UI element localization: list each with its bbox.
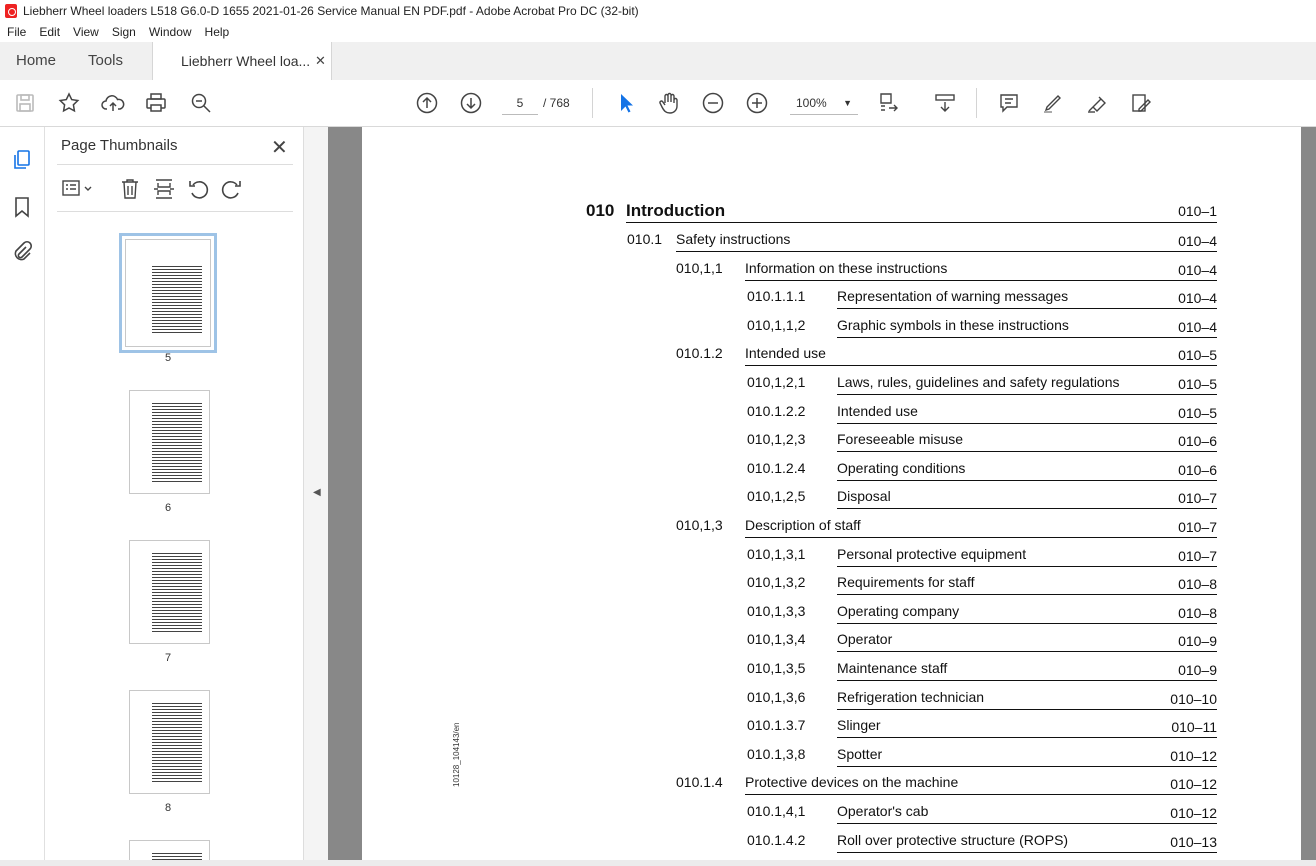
toc-underline (837, 623, 1217, 624)
toc-page-number: 010–8 (1178, 604, 1217, 621)
toc-underline (837, 766, 1217, 767)
horizontal-scrollbar[interactable] (0, 860, 1316, 866)
toc-underline (745, 280, 1217, 281)
edit-pdf-icon[interactable] (1128, 90, 1154, 116)
toc-section-title: Description of staff (745, 517, 861, 533)
zoom-level-select[interactable] (790, 92, 858, 115)
next-page-icon[interactable] (458, 90, 484, 116)
thumbnail-page-number: 8 (164, 802, 172, 814)
sign-pen-icon[interactable] (1084, 90, 1110, 116)
toc-entry[interactable] (362, 317, 1217, 337)
toc-section-number: 010.1.2.2 (747, 402, 806, 419)
toc-underline (837, 737, 1217, 738)
thumbnail-page[interactable] (129, 690, 210, 794)
document-code: 10128_104143/en (452, 722, 461, 787)
toc-underline (837, 480, 1217, 481)
toc-section-number: 010,1,2,5 (747, 488, 806, 505)
toc-section-title: Representation of warning messages (837, 288, 1069, 305)
toc-underline (837, 337, 1217, 338)
toc-section-title: Graphic symbols in these instructions (837, 316, 1069, 333)
toc-section-number: 010,1,3,5 (747, 660, 806, 676)
zoom-search-icon[interactable] (188, 90, 214, 116)
toc-underline (837, 709, 1217, 710)
panel-title: Page Thumbnails (61, 137, 178, 154)
main-toolbar (0, 80, 1316, 127)
toc-entry[interactable] (362, 574, 1217, 594)
toc-section-title: Safety instructions (676, 231, 791, 247)
bookmarks-icon[interactable] (9, 194, 35, 220)
toc-section-title: Foreseeable misuse (837, 431, 964, 448)
toc-underline (837, 594, 1217, 595)
tab-tools[interactable]: Tools (88, 52, 124, 69)
page-total: / 768 (543, 96, 570, 110)
toc-entry[interactable] (362, 345, 1217, 365)
toc-section-title: Intended use (745, 345, 826, 362)
toc-entry[interactable] (362, 403, 1217, 423)
toc-entry[interactable] (362, 603, 1217, 623)
toc-entry[interactable] (362, 231, 1217, 251)
toc-section-title: Intended use (837, 402, 918, 419)
toc-underline (837, 651, 1217, 652)
collapse-panel-icon[interactable]: ◀ (313, 487, 321, 498)
toc-entry[interactable] (362, 803, 1217, 823)
toc-entry[interactable] (362, 546, 1217, 566)
toc-section-title: Spotter (837, 745, 883, 762)
toc-page-number: 010–4 (1178, 290, 1217, 307)
scrolling-mode-icon[interactable] (932, 90, 958, 116)
toc-section-title: Operating conditions (837, 459, 966, 476)
toc-page-number: 010–7 (1178, 519, 1217, 535)
menu-sign[interactable]: Sign (111, 25, 136, 39)
menu-view[interactable]: View (73, 25, 99, 39)
toc-page-number: 010–1 (1178, 203, 1217, 219)
toc-page-number: 010–9 (1178, 662, 1217, 678)
toc-page-number: 010–5 (1178, 376, 1217, 392)
thumbnail-page-number: 6 (164, 502, 172, 514)
toc-page-number: 010–9 (1178, 633, 1217, 650)
upload-cloud-icon[interactable] (100, 90, 126, 116)
toc-section-number: 010,1,3,6 (747, 688, 806, 705)
print-icon[interactable] (143, 90, 169, 116)
menu-bar (0, 22, 1316, 42)
toc-section-number: 010 (586, 201, 615, 220)
close-panel-icon[interactable]: ✕ (271, 137, 288, 159)
toc-section-title: Personal protective equipment (837, 545, 1027, 562)
toc-underline (837, 308, 1217, 309)
toc-page-number: 010–4 (1178, 318, 1217, 335)
toc-section-number: 010.1,4,1 (747, 803, 806, 819)
thumbnail-page[interactable] (125, 239, 211, 347)
toolbar-divider (592, 88, 593, 118)
toc-entry[interactable] (362, 260, 1217, 280)
toc-entry[interactable] (362, 488, 1217, 508)
divider (57, 164, 293, 165)
toc-entry[interactable] (362, 689, 1217, 709)
hand-tool-icon[interactable] (656, 90, 682, 116)
rotate-counterclockwise-icon[interactable] (187, 177, 209, 201)
save-icon[interactable] (12, 90, 38, 116)
page-thumbnails-panel (45, 127, 303, 866)
toc-underline (837, 394, 1217, 395)
toc-page-number: 010–12 (1170, 805, 1217, 821)
toc-section-number: 010,1,1 (676, 259, 723, 276)
toc-entry[interactable] (362, 374, 1217, 394)
menu-help[interactable]: Help (204, 25, 230, 39)
toc-section-number: 010.1.3.7 (747, 717, 806, 734)
page-fit-icon[interactable] (876, 90, 902, 116)
menu-window[interactable]: Window (148, 25, 192, 39)
toc-section-number: 010.1.2.4 (747, 459, 806, 476)
window-title: Liebherr Wheel loaders L518 G6.0-D 1655 2021-01-26 Service Manual EN PDF.pdf - Adobe Acrobat Pro DC (32-bit) (23, 4, 639, 18)
toc-underline (626, 222, 1217, 223)
toc-section-number: 010,1,3 (676, 517, 723, 533)
toc-section-number: 010,1,3,1 (747, 545, 806, 562)
toc-section-number: 010.1.2 (676, 345, 723, 362)
toc-page-number: 010–11 (1171, 719, 1217, 736)
toc-section-title: Protective devices on the machine (745, 774, 959, 791)
toc-underline (745, 365, 1217, 366)
toc-underline (837, 680, 1217, 681)
toc-page-number: 010–5 (1178, 404, 1217, 421)
highlight-pen-icon[interactable] (1040, 90, 1066, 116)
toc-entry[interactable] (362, 288, 1217, 308)
toc-section-title: Refrigeration technician (837, 688, 985, 705)
delete-page-icon[interactable] (119, 177, 141, 201)
previous-page-icon[interactable] (414, 90, 440, 116)
toc-entry[interactable] (362, 717, 1217, 737)
toc-section-title: Information on these instructions (745, 259, 948, 276)
toc-entry[interactable] (362, 631, 1217, 651)
thumbnail-options-icon[interactable] (61, 177, 95, 201)
toc-page-number: 010–10 (1170, 690, 1217, 707)
toc-section-number: 010.1,3,8 (747, 745, 806, 762)
toc-entry[interactable] (362, 517, 1217, 537)
toc-section-number: 010.1.4.2 (747, 831, 806, 848)
navigation-rail (0, 127, 45, 866)
toc-page-number: 010–8 (1178, 576, 1217, 593)
toc-entry[interactable] (362, 774, 1217, 794)
toc-entry[interactable] (362, 832, 1217, 852)
toc-underline (837, 852, 1217, 853)
toc-section-title: Laws, rules, guidelines and safety regulations (837, 374, 1120, 390)
thumbnail-page[interactable] (129, 540, 210, 644)
toc-page-number: 010–5 (1178, 347, 1217, 364)
thumbnail-page-number: 7 (164, 652, 172, 664)
toc-page-number: 010–4 (1178, 261, 1217, 278)
tab-home[interactable]: Home (16, 52, 57, 69)
toc-section-number: 010,1,2,3 (747, 431, 806, 448)
comment-icon[interactable] (996, 90, 1022, 116)
toc-section-title: Operating company (837, 602, 960, 619)
toc-page-number: 010–6 (1178, 433, 1217, 450)
toc-entry[interactable] (362, 460, 1217, 480)
toc-section-number: 010,1,2,1 (747, 374, 806, 390)
toc-section-number: 010,1,3,2 (747, 574, 806, 591)
toc-section-number: 010,1,3,4 (747, 631, 806, 648)
tab-document[interactable] (152, 42, 332, 81)
toc-underline (745, 537, 1217, 538)
bookmark-star-icon[interactable] (56, 90, 82, 116)
attachments-icon[interactable] (9, 239, 35, 265)
toc-section-title: Requirements for staff (837, 574, 975, 591)
toolbar-divider (976, 88, 977, 118)
toc-section-title: Introduction (626, 201, 726, 220)
thumbnail-page-number: 5 (164, 352, 172, 364)
rotate-clockwise-icon[interactable] (221, 177, 243, 201)
chevron-down-icon: ▼ (843, 98, 852, 108)
page-number-input[interactable]: 5 (502, 92, 538, 115)
acrobat-icon (5, 4, 17, 18)
toc-section-title: Disposal (837, 488, 891, 505)
toc-underline (837, 508, 1217, 509)
toc-section-title: Operator's cab (837, 803, 929, 819)
toc-underline (837, 451, 1217, 452)
toc-page-number: 010–7 (1178, 490, 1217, 507)
toc-page-number: 010–13 (1170, 833, 1217, 850)
document-viewer[interactable] (328, 127, 1316, 860)
toc-entry[interactable] (362, 201, 1217, 221)
menu-edit[interactable]: Edit (39, 25, 61, 39)
zoom-out-icon[interactable] (700, 90, 726, 116)
toc-section-number: 010,1,3,3 (747, 602, 806, 619)
tab-document-label: Liebherr Wheel loa... (181, 53, 311, 69)
divider (57, 211, 293, 212)
toc-page-number: 010–6 (1178, 461, 1217, 478)
toc-page-number: 010–12 (1170, 747, 1217, 764)
toc-section-title: Maintenance staff (837, 660, 948, 676)
toc-page-number: 010–4 (1178, 233, 1217, 249)
toc-page-number: 010–7 (1178, 547, 1217, 564)
toc-page-number: 010–12 (1170, 776, 1217, 793)
toc-section-title: Slinger (837, 717, 881, 734)
close-tab-icon[interactable]: ✕ (315, 53, 326, 68)
toc-section-number: 010.1.1.1 (747, 288, 806, 305)
toc-section-title: Operator (837, 631, 893, 648)
toc-section-number: 010.1.4 (676, 774, 723, 791)
extract-page-icon[interactable] (153, 177, 175, 201)
zoom-in-icon[interactable] (744, 90, 770, 116)
toc-underline (837, 423, 1217, 424)
toc-entry[interactable] (362, 431, 1217, 451)
toc-section-title: Roll over protective structure (ROPS) (837, 831, 1069, 848)
pdf-page (362, 127, 1301, 860)
toc-underline (837, 823, 1217, 824)
menu-file[interactable]: File (7, 25, 27, 39)
toc-underline (837, 566, 1217, 567)
panel-splitter[interactable] (303, 127, 329, 866)
toc-section-number: 010,1,1,2 (747, 316, 806, 333)
thumbnail-list (45, 219, 285, 866)
zoom-level: 100% (796, 96, 827, 110)
select-cursor-icon[interactable] (612, 90, 638, 116)
toc-entry[interactable] (362, 746, 1217, 766)
toc-underline (745, 794, 1217, 795)
toc-section-number: 010.1 (627, 231, 663, 247)
toc-entry[interactable] (362, 660, 1217, 680)
toc-underline (676, 251, 1217, 252)
tab-bar (0, 42, 1316, 81)
title-bar (0, 0, 1316, 22)
page-thumbnails-icon[interactable] (9, 147, 35, 173)
thumbnail-page[interactable] (129, 390, 210, 494)
